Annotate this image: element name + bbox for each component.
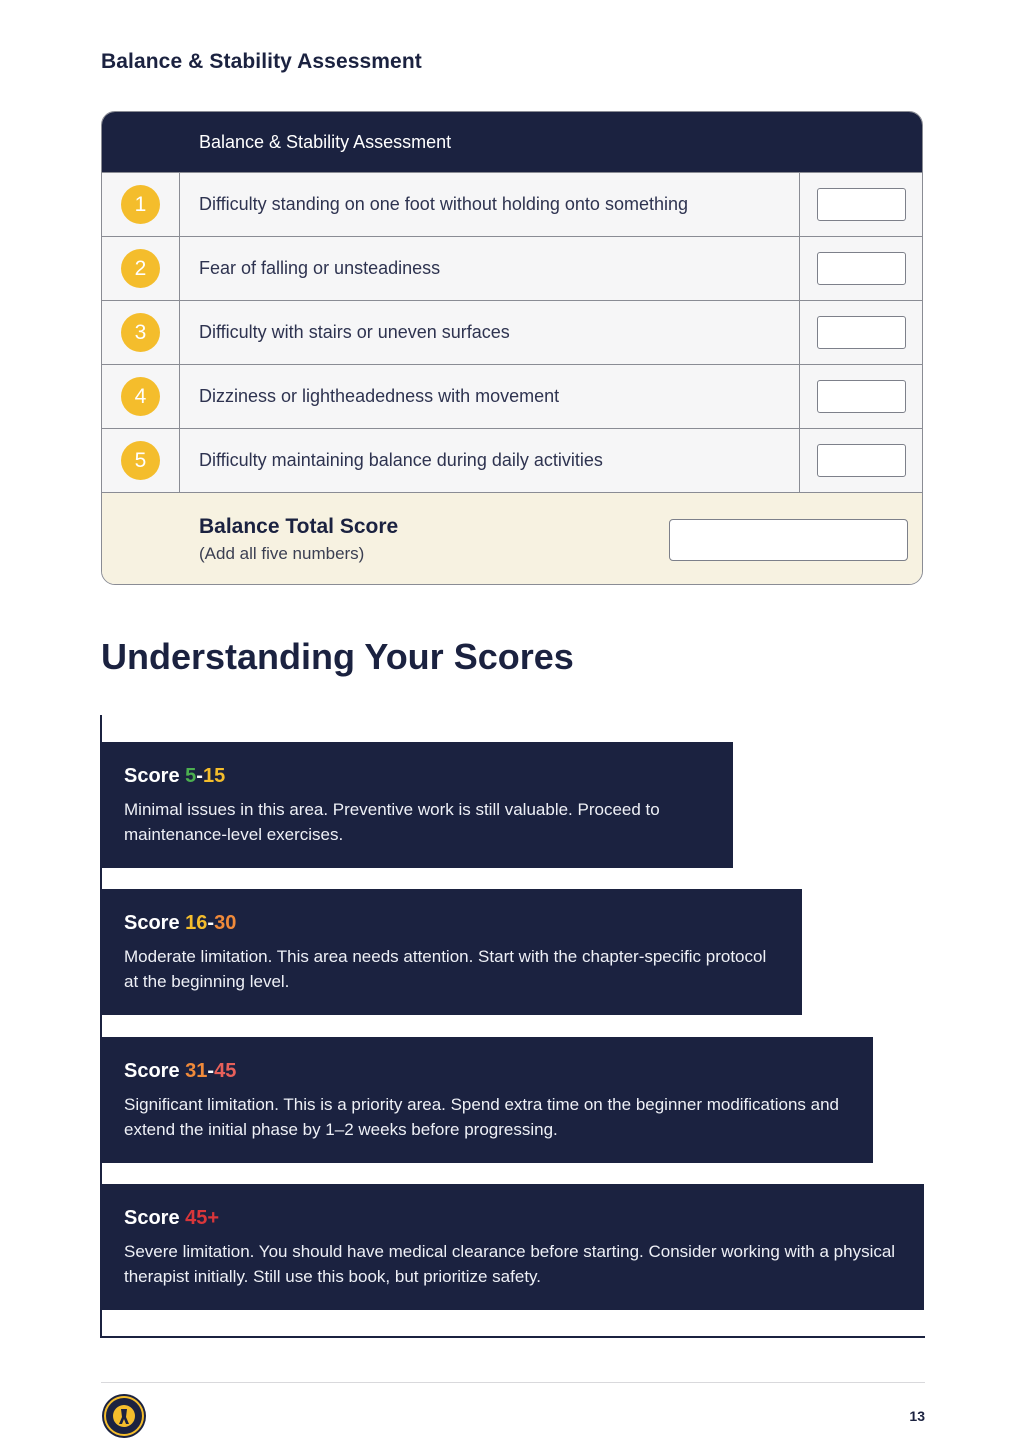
assessment-row: [102, 364, 922, 428]
item-score-input[interactable]: [817, 380, 906, 413]
item-score-input[interactable]: [817, 316, 906, 349]
score-band-separator: -: [207, 912, 215, 934]
scores-heading: Understanding Your Scores: [101, 636, 574, 677]
score-band-prefix: Score: [124, 1207, 180, 1229]
section-title: Balance & Stability Assessment: [101, 50, 422, 73]
score-band-description: Moderate limitation. This area needs attention. Start with the chapter-specific protocol at the beginning level.: [124, 947, 767, 991]
page-number: 13: [909, 1408, 925, 1424]
score-band-prefix: Score: [124, 765, 180, 787]
item-number-badge: 5: [121, 441, 160, 480]
score-band-separator: -: [207, 1060, 215, 1082]
assessment-row: [102, 300, 922, 364]
score-band-title: [124, 911, 780, 935]
item-number-cell: [102, 301, 180, 364]
bands-axis-horizontal: [100, 1336, 925, 1338]
assessment-row: [102, 172, 922, 236]
item-score-input[interactable]: [817, 444, 906, 477]
score-band-prefix: Score: [124, 1060, 180, 1082]
item-text: Difficulty maintaining balance during daily activities: [199, 450, 603, 470]
item-score-input[interactable]: [817, 252, 906, 285]
item-score-input[interactable]: [817, 188, 906, 221]
score-band-description: Significant limitation. This is a priority area. Spend extra time on the beginner modifications and extend the initial phase by 1–2 weeks before progressing.: [124, 1095, 840, 1139]
score-band-low: 45+: [185, 1207, 220, 1229]
score-band: [102, 1184, 924, 1310]
item-number-cell: [102, 173, 180, 236]
item-text: Difficulty with stairs or uneven surfaces: [199, 322, 510, 342]
score-band-title: [124, 1206, 902, 1230]
score-band-high: 15: [202, 765, 226, 787]
score-band: [102, 742, 733, 868]
total-score-instruction: (Add all five numbers): [199, 544, 365, 563]
assessment-row: [102, 236, 922, 300]
total-score-input[interactable]: [669, 519, 908, 561]
total-score-row: [102, 492, 922, 585]
item-number-cell: [102, 429, 180, 492]
item-score-cell: [799, 429, 922, 492]
score-band-description: Severe limitation. You should have medical clearance before starting. Consider working with a physical therapist initially. Still use this book, but prioritize safety.: [124, 1242, 896, 1286]
score-band: [102, 1037, 873, 1163]
score-band-high: 30: [214, 912, 237, 934]
total-score-label: Balance Total Score: [199, 515, 399, 538]
score-band-low: 5: [185, 765, 197, 787]
score-band-prefix: Score: [124, 912, 180, 934]
item-number-badge: 1: [121, 185, 160, 224]
item-number-cell: [102, 237, 180, 300]
score-band-low: 31: [185, 1060, 208, 1082]
item-number-badge: 4: [121, 377, 160, 416]
item-number-badge: 3: [121, 313, 160, 352]
score-band-separator: -: [196, 765, 203, 787]
item-score-cell: [799, 173, 922, 236]
score-band-title: [124, 1059, 851, 1083]
brand-logo-icon: [101, 1393, 147, 1444]
score-band-low: 16: [185, 912, 208, 934]
assessment-table: [101, 111, 923, 585]
assessment-table-header: Balance & Stability Assessment: [102, 112, 922, 172]
footer-divider: [101, 1382, 925, 1383]
item-score-cell: [799, 237, 922, 300]
score-band-description: Minimal issues in this area. Preventive work is still valuable. Proceed to maintenance-level exercises.: [124, 800, 660, 844]
item-number-badge: 2: [121, 249, 160, 288]
assessment-row: [102, 428, 922, 492]
item-score-cell: [799, 365, 922, 428]
item-text: Dizziness or lightheadedness with movement: [199, 386, 560, 406]
item-text: Fear of falling or unsteadiness: [199, 258, 441, 278]
score-band-high: 45: [214, 1060, 237, 1082]
item-text: Difficulty standing on one foot without holding onto something: [199, 194, 688, 214]
score-band-title: [124, 764, 711, 788]
item-number-cell: [102, 365, 180, 428]
item-score-cell: [799, 301, 922, 364]
score-band: [102, 889, 802, 1015]
